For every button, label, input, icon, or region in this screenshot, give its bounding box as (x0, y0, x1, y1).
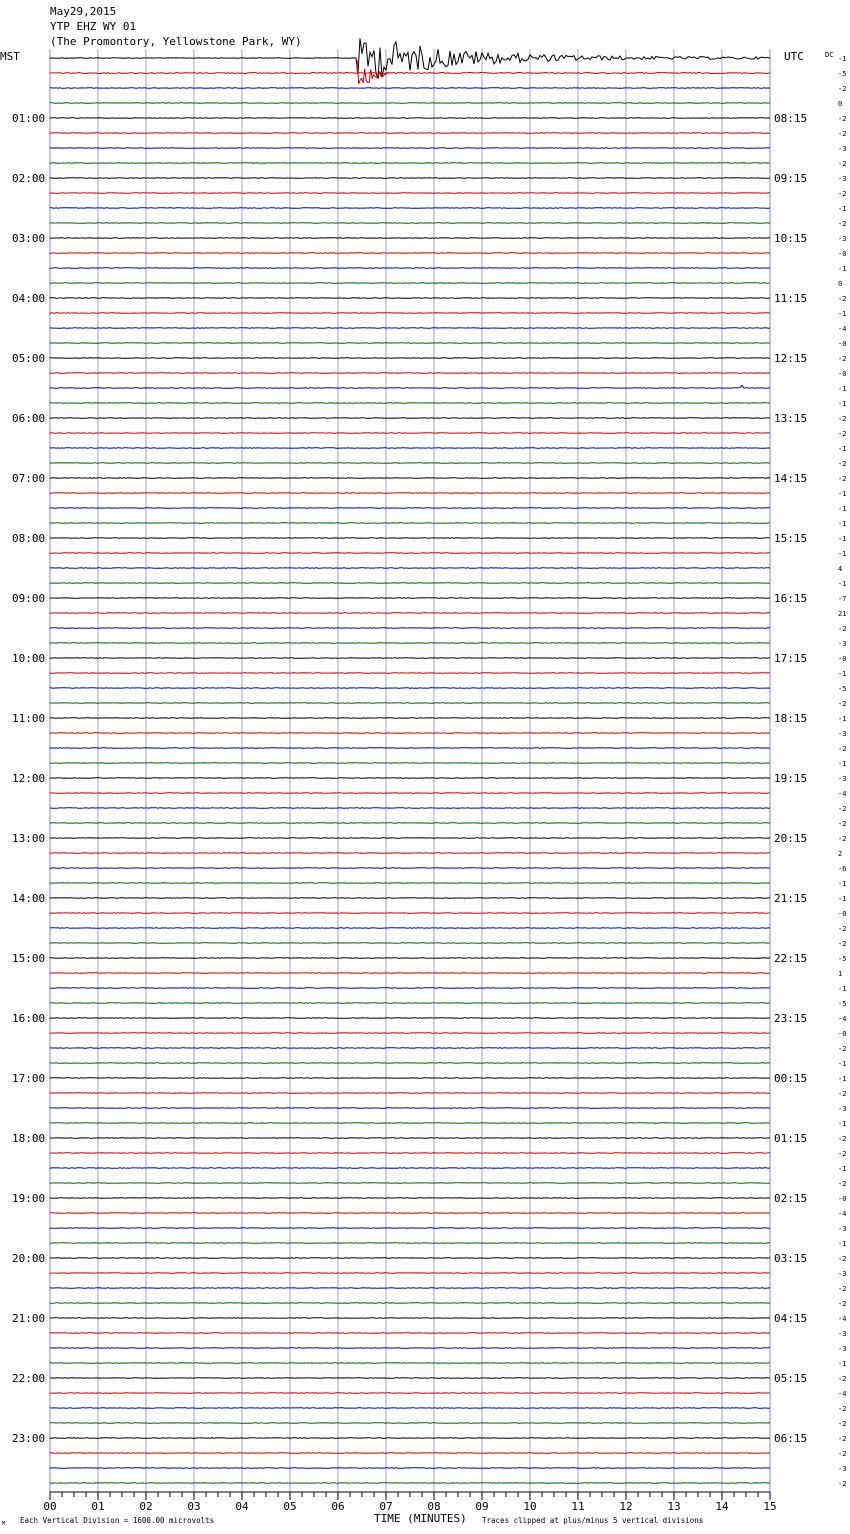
dc-offset-label: -2 (838, 1405, 847, 1413)
trace-row (50, 1468, 770, 1469)
dc-offset-label: -1 (838, 445, 847, 453)
left-hour-label: 06:00 (12, 412, 46, 425)
left-hour-label: 07:00 (12, 472, 46, 485)
trace-row (50, 793, 770, 794)
dc-offset-label: -5 (838, 1000, 847, 1008)
dc-offset-label: -1 (838, 880, 847, 888)
dc-offset-label: -3 (838, 145, 847, 153)
trace-row (50, 628, 770, 629)
x-tick-label: 11 (571, 1500, 585, 1513)
left-hour-label: 19:00 (12, 1192, 46, 1205)
trace-row (50, 1153, 770, 1154)
trace-row (50, 688, 770, 689)
x-tick-label: 05 (283, 1500, 297, 1513)
trace-row (50, 838, 770, 839)
dc-offset-label: -3 (838, 1270, 847, 1278)
trace-row (50, 208, 770, 209)
x-tick-label: 07 (379, 1500, 393, 1513)
trace-row (50, 433, 770, 434)
dc-offset-label: -2 (838, 220, 847, 228)
right-hour-label: 14:15 (774, 472, 808, 485)
axis-labels (0, 50, 846, 1527)
dc-offset-label: 21 (838, 610, 847, 618)
dc-offset-label: -1 (838, 400, 847, 408)
trace-row (50, 943, 770, 944)
trace-row (50, 403, 770, 404)
trace-row (50, 568, 770, 569)
dc-offset-label: -3 (838, 1345, 847, 1353)
trace-row (50, 1378, 770, 1379)
left-hour-label: 08:00 (12, 532, 46, 545)
trace-row (50, 763, 770, 764)
dc-offset-label: -0 (838, 910, 847, 918)
dc-offset-label: -5 (838, 70, 847, 78)
dc-offset-label: -2 (838, 1180, 847, 1188)
dc-offset-label: -3 (838, 640, 847, 648)
dc-offset-label: -1 (838, 205, 847, 213)
dc-offset-label: -2 (838, 820, 847, 828)
right-hour-label: 08:15 (774, 112, 808, 125)
dc-offset-label: -3 (838, 1330, 847, 1338)
trace-row (50, 1363, 770, 1364)
dc-offset-label: -2 (838, 475, 847, 483)
dc-offset-label: -3 (838, 775, 847, 783)
seismic-traces (50, 38, 770, 1483)
trace-row (50, 658, 770, 659)
dc-offset-label: -1 (838, 310, 847, 318)
left-hour-label: 22:00 (12, 1372, 46, 1385)
trace-row (50, 493, 770, 494)
dc-offset-label: -2 (838, 1135, 847, 1143)
dc-offset-label: -1 (838, 760, 847, 768)
right-hour-label: 09:15 (774, 172, 808, 185)
x-tick-label: 06 (331, 1500, 345, 1513)
left-hour-label: 15:00 (12, 952, 46, 965)
left-hour-label: 18:00 (12, 1132, 46, 1145)
left-hour-label: 10:00 (12, 652, 46, 665)
dc-offset-label: -1 (838, 265, 847, 273)
right-hour-label: 17:15 (774, 652, 808, 665)
trace-row (50, 823, 770, 824)
dc-offset-label: -5 (838, 685, 847, 693)
trace-row (50, 988, 770, 989)
dc-offset-label: -2 (838, 835, 847, 843)
trace-row (50, 598, 770, 599)
left-hour-label: 12:00 (12, 772, 46, 785)
right-hour-label: 18:15 (774, 712, 808, 725)
x-tick-label: 10 (523, 1500, 537, 1513)
x-axis (43, 1492, 776, 1513)
dc-offset-label: -4 (838, 325, 847, 333)
trace-row (50, 1438, 770, 1439)
dc-offset-label: -1 (838, 715, 847, 723)
trace-row (50, 298, 770, 299)
dc-offset-label: -2 (838, 940, 847, 948)
trace-row (50, 1333, 770, 1334)
trace-row (50, 178, 770, 179)
trace-row (50, 868, 770, 869)
x-tick-label: 04 (235, 1500, 249, 1513)
trace-row (50, 253, 770, 254)
dc-offset-label: -2 (838, 1090, 847, 1098)
dc-offset-label: -0 (838, 370, 847, 378)
dc-offset-label: -0 (838, 655, 847, 663)
trace-row (50, 1303, 770, 1304)
dc-offset-label: -2 (838, 805, 847, 813)
trace-row (50, 358, 770, 359)
dc-offset-label: -2 (838, 1420, 847, 1428)
trace-row (50, 373, 770, 374)
right-hour-label: 10:15 (774, 232, 808, 245)
dc-offset-label: -1 (838, 55, 847, 63)
dc-offset-label: -4 (838, 1390, 847, 1398)
dc-offset-label: -0 (838, 340, 847, 348)
trace-row (50, 673, 770, 674)
trace-row (50, 283, 770, 284)
dc-offset-label: -2 (838, 190, 847, 198)
dc-offset-label: -2 (838, 700, 847, 708)
trace-row (50, 523, 770, 524)
scale-note: Each Vertical Division = 1600.00 microvolts (20, 1516, 215, 1525)
left-timezone-label: MST (0, 50, 20, 63)
trace-row (50, 1198, 770, 1199)
trace-row (50, 1138, 770, 1139)
right-hour-label: 12:15 (774, 352, 808, 365)
right-hour-label: 23:15 (774, 1012, 808, 1025)
dc-offset-label: -2 (838, 415, 847, 423)
right-hour-label: 03:15 (774, 1252, 808, 1265)
trace-row (50, 418, 770, 419)
trace-row (50, 163, 770, 164)
left-hour-label: 11:00 (12, 712, 46, 725)
record-date: May29,2015 (50, 5, 117, 18)
right-hour-label: 19:15 (774, 772, 808, 785)
x-tick-label: 02 (139, 1500, 153, 1513)
dc-offset-label: -1 (838, 550, 847, 558)
dc-offset-label: 2 (838, 850, 843, 858)
trace-row (50, 808, 770, 809)
station-code: YTP EHZ WY 01 (50, 20, 137, 33)
trace-row (50, 1003, 770, 1004)
trace-row (50, 613, 770, 614)
trace-row (50, 1018, 770, 1019)
right-timezone-label: UTC (784, 50, 804, 63)
trace-row (50, 1123, 770, 1124)
trace-row (50, 553, 770, 554)
trace-row (50, 718, 770, 719)
trace-row (50, 958, 770, 959)
trace-row (50, 853, 770, 854)
trace-row (50, 1093, 770, 1094)
dc-offset-label: -2 (838, 625, 847, 633)
trace-row (50, 1033, 770, 1034)
dc-offset-label: -1 (838, 1360, 847, 1368)
dc-offset-label: -2 (838, 1450, 847, 1458)
trace-row (50, 1243, 770, 1244)
right-hour-label: 21:15 (774, 892, 808, 905)
x-tick-label: 08 (427, 1500, 441, 1513)
x-tick-label: 03 (187, 1500, 201, 1513)
dc-offset-label: -3 (838, 235, 847, 243)
dc-offset-label: -2 (838, 130, 847, 138)
dc-offset-label: 4 (838, 565, 843, 573)
right-hour-label: 15:15 (774, 532, 808, 545)
trace-row (50, 223, 770, 224)
trace-row (50, 133, 770, 134)
dc-offset-label: -2 (838, 1150, 847, 1158)
left-hour-label: 03:00 (12, 232, 46, 245)
right-hour-label: 04:15 (774, 1312, 808, 1325)
trace-row (50, 1048, 770, 1049)
dc-offset-label: -4 (838, 1210, 847, 1218)
left-hour-label: 02:00 (12, 172, 46, 185)
dc-offset-label: -2 (838, 1435, 847, 1443)
x-tick-label: 14 (715, 1500, 729, 1513)
left-hour-label: 16:00 (12, 1012, 46, 1025)
dc-offset-label: -2 (838, 295, 847, 303)
trace-row (50, 1273, 770, 1274)
trace-row (50, 748, 770, 749)
right-hour-label: 13:15 (774, 412, 808, 425)
right-hour-label: 20:15 (774, 832, 808, 845)
dc-label: DC (825, 51, 834, 59)
dc-offset-label: -1 (838, 985, 847, 993)
dc-offset-label: -2 (838, 1375, 847, 1383)
trace-row (50, 313, 770, 314)
dc-offset-label: -3 (838, 1225, 847, 1233)
dc-offset-label: -1 (838, 385, 847, 393)
right-hour-label: 06:15 (774, 1432, 808, 1445)
dc-offset-label: -2 (838, 160, 847, 168)
dc-offset-label: -2 (838, 430, 847, 438)
dc-offset-label: -5 (838, 955, 847, 963)
dc-offset-label: -2 (838, 85, 847, 93)
dc-offset-label: -2 (838, 460, 847, 468)
right-hour-label: 01:15 (774, 1132, 808, 1145)
x-tick-label: 12 (619, 1500, 633, 1513)
right-hour-label: 16:15 (774, 592, 808, 605)
left-hour-label: 09:00 (12, 592, 46, 605)
clip-note: Traces clipped at plus/minus 5 vertical divisions (482, 1516, 704, 1525)
trace-row (50, 1183, 770, 1184)
trace-row (50, 268, 770, 269)
dc-offset-label: -1 (838, 1240, 847, 1248)
dc-offset-label: -2 (838, 1300, 847, 1308)
trace-row (50, 448, 770, 449)
x-axis-label: TIME (MINUTES) (374, 1512, 467, 1525)
corner-mark: M (2, 1521, 6, 1527)
dc-offset-label: -1 (838, 1060, 847, 1068)
dc-offset-label: -7 (838, 595, 847, 603)
trace-row (50, 328, 770, 329)
right-hour-label: 11:15 (774, 292, 808, 305)
x-tick-label: 01 (91, 1500, 105, 1513)
left-hour-label: 13:00 (12, 832, 46, 845)
right-hour-label: 22:15 (774, 952, 808, 965)
trace-row (50, 1063, 770, 1064)
left-hour-label: 14:00 (12, 892, 46, 905)
dc-offset-label: -3 (838, 1105, 847, 1113)
trace-row (50, 1078, 770, 1079)
trace-row (50, 778, 770, 779)
trace-row (50, 973, 770, 974)
trace-row (50, 1408, 770, 1409)
dc-offset-label: -1 (838, 895, 847, 903)
x-tick-label: 09 (475, 1500, 489, 1513)
left-hour-label: 23:00 (12, 1432, 46, 1445)
trace-row (50, 1393, 770, 1394)
x-tick-label: 00 (43, 1500, 57, 1513)
trace-row (50, 238, 770, 239)
right-hour-label: 05:15 (774, 1372, 808, 1385)
trace-row (50, 913, 770, 914)
trace-row (50, 508, 770, 509)
trace-row (50, 538, 770, 539)
dc-offset-label: -0 (838, 250, 847, 258)
left-hour-label: 21:00 (12, 1312, 46, 1325)
trace-row (50, 385, 770, 388)
dc-offset-label: -1 (838, 490, 847, 498)
trace-row (50, 1258, 770, 1259)
left-hour-label: 01:00 (12, 112, 46, 125)
dc-offset-label: -4 (838, 1015, 847, 1023)
dc-offset-label: -3 (838, 1465, 847, 1473)
trace-row (50, 103, 770, 104)
trace-row (50, 1348, 770, 1349)
trace-row (50, 1168, 770, 1169)
trace-row (50, 88, 770, 89)
left-hour-label: 04:00 (12, 292, 46, 305)
dc-offset-label: 0 (838, 280, 843, 288)
right-hour-label: 00:15 (774, 1072, 808, 1085)
left-hour-label: 20:00 (12, 1252, 46, 1265)
trace-row (50, 118, 770, 119)
dc-offset-label: -2 (838, 925, 847, 933)
dc-offset-label: -2 (838, 1255, 847, 1263)
dc-offset-label: -2 (838, 355, 847, 363)
x-tick-label: 15 (763, 1500, 777, 1513)
trace-row (50, 148, 770, 149)
trace-row (50, 643, 770, 644)
trace-row (50, 1453, 770, 1454)
trace-row (50, 583, 770, 584)
dc-offset-label: -1 (838, 535, 847, 543)
right-hour-label: 02:15 (774, 1192, 808, 1205)
dc-offset-label: 0 (838, 100, 843, 108)
dc-offset-label: -1 (838, 670, 847, 678)
dc-offset-label: -3 (838, 730, 847, 738)
trace-row (50, 1228, 770, 1229)
trace-row (50, 703, 770, 704)
trace-row (50, 1483, 770, 1484)
trace-row (50, 928, 770, 929)
dc-offset-label: -1 (838, 1165, 847, 1173)
dc-offset-label: 1 (838, 970, 843, 978)
x-tick-label: 13 (667, 1500, 681, 1513)
trace-row (50, 73, 770, 74)
dc-offset-label: -1 (838, 520, 847, 528)
dc-offset-label: -1 (838, 1120, 847, 1128)
earthquake-coda (357, 60, 390, 84)
trace-row (50, 478, 770, 479)
dc-offset-label: -1 (838, 505, 847, 513)
dc-offset-label: -2 (838, 1285, 847, 1293)
left-hour-label: 05:00 (12, 352, 46, 365)
trace-row (50, 463, 770, 464)
trace-row (50, 1288, 770, 1289)
trace-row (50, 1108, 770, 1109)
dc-offset-label: -6 (838, 865, 847, 873)
trace-row (50, 1213, 770, 1214)
trace-row (50, 343, 770, 344)
trace-row (50, 193, 770, 194)
trace-row (50, 883, 770, 884)
trace-row (50, 898, 770, 899)
dc-offset-label: -1 (838, 1075, 847, 1083)
trace-row (50, 1318, 770, 1319)
left-hour-label: 17:00 (12, 1072, 46, 1085)
dc-offset-label: -1 (838, 580, 847, 588)
dc-offset-label: -4 (838, 790, 847, 798)
station-location: (The Promontory, Yellowstone Park, WY) (50, 35, 302, 48)
trace-row (50, 1423, 770, 1424)
dc-offset-label: -2 (838, 745, 847, 753)
dc-offset-label: -0 (838, 1030, 847, 1038)
dc-offset-label: -3 (838, 175, 847, 183)
trace-row (50, 733, 770, 734)
dc-offset-label: -0 (838, 1195, 847, 1203)
dc-offset-label: -2 (838, 1045, 847, 1053)
minute-gridlines (50, 49, 770, 1493)
dc-offset-label: -2 (838, 115, 847, 123)
dc-offset-label: -2 (838, 1480, 847, 1488)
dc-offset-label: -4 (838, 1315, 847, 1323)
